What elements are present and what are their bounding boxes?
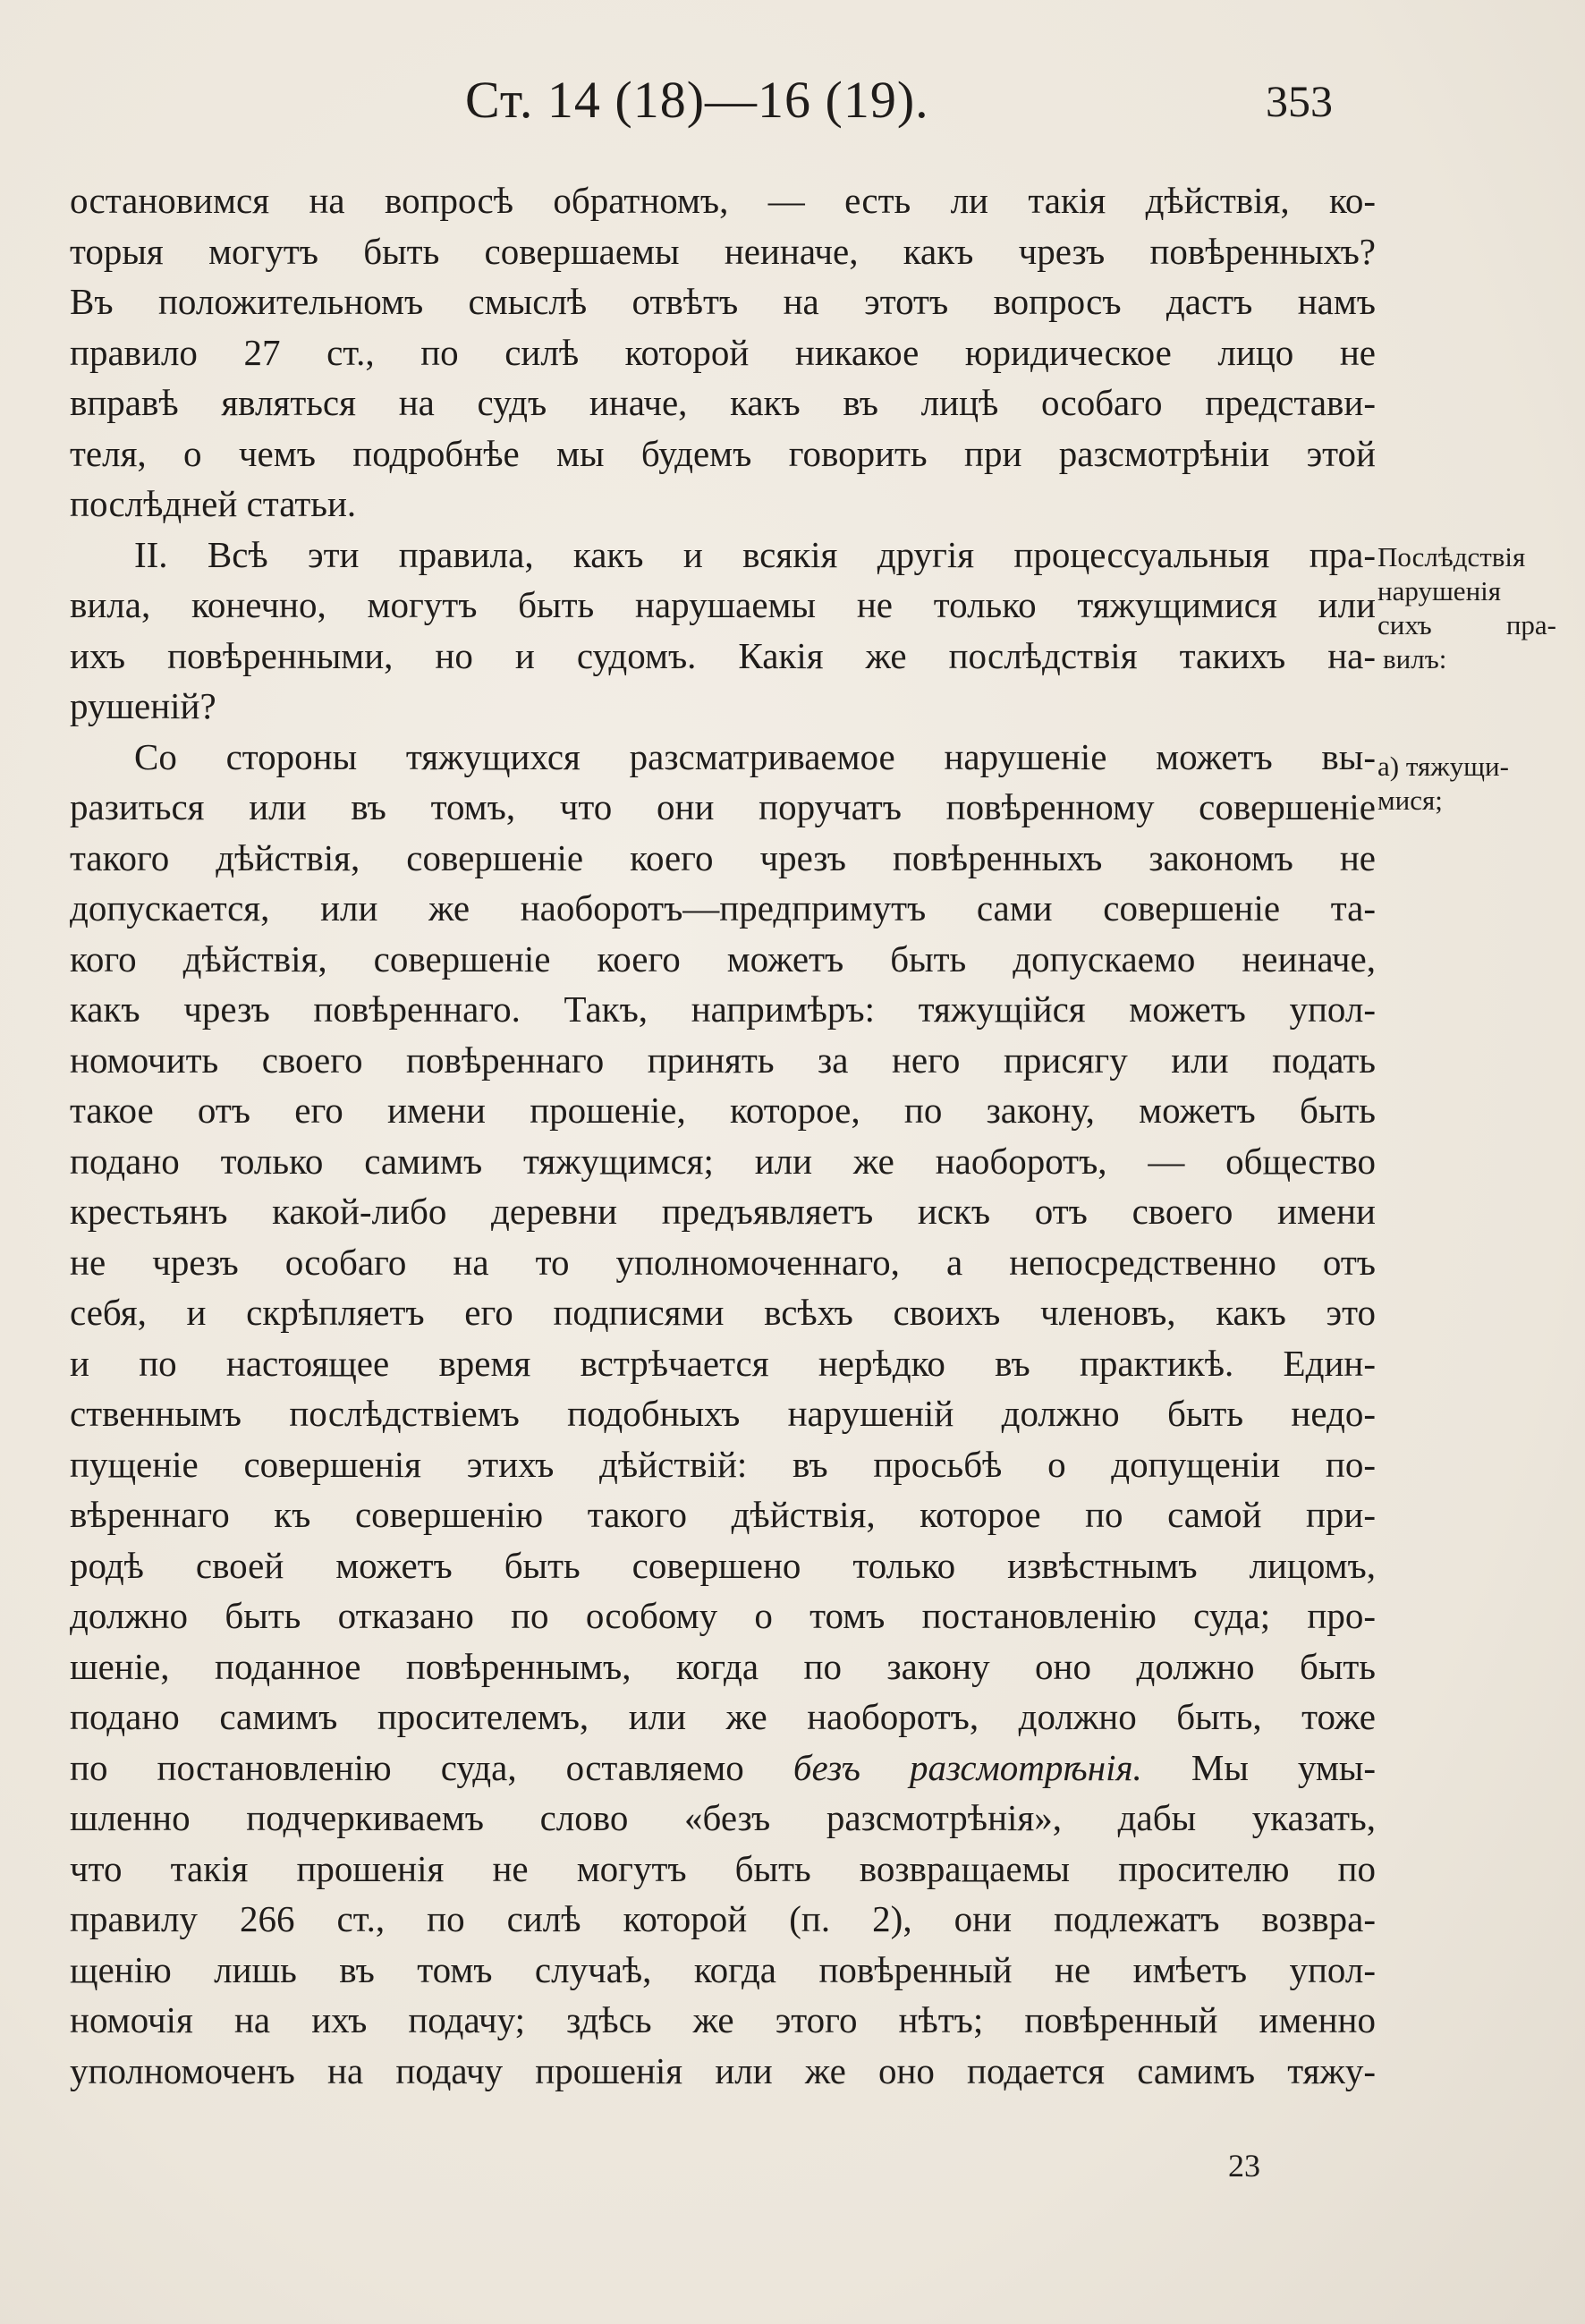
text-line: какъ чрезъ повѣреннаго. Такъ, напримѣръ: тяжущійся можетъ упол- <box>70 988 1376 1030</box>
text-line: пущеніе совершенія этихъ дѣйствій: въ просьбѣ о допущеніи по- <box>70 1443 1376 1485</box>
text-line: уполномоченъ на подачу прошенія или же оно подается самимъ тяжу- <box>70 2049 1376 2091</box>
text-line: правило 27 ст., по силѣ которой никакое юридическое лицо не <box>70 331 1376 373</box>
text-segment: по постановленію суда, оставляемо <box>70 1746 744 1788</box>
text-line: щенію лишь въ томъ случаѣ, когда повѣренный не имѣетъ упол- <box>70 1948 1376 1990</box>
main-text <box>70 175 1376 2096</box>
text-line: рушеній? <box>70 685 216 726</box>
margin-note-line: нарушенія <box>1377 575 1502 606</box>
italic-phrase: безъ разсмотрѣнія. <box>792 1746 1142 1788</box>
margin-note-line: мися; <box>1377 785 1443 816</box>
page-number: 353 <box>1266 76 1333 126</box>
text-line: теля, о чемъ подробнѣе мы будемъ говорить при разсмотрѣніи этой <box>70 432 1376 474</box>
text-segment: Мы умы- <box>1191 1746 1376 1788</box>
text-line: подано только самимъ тяжущимся; или же наоборотъ, — общество <box>70 1140 1376 1182</box>
text-line: вправѣ являться на судъ иначе, какъ въ лицѣ особаго представи- <box>70 382 1376 423</box>
section-heading-line: II. Всѣ эти правила, какъ и всякія другія процессуальныя пра- <box>134 533 1376 575</box>
text-line: Въ положительномъ смыслѣ отвѣтъ на этотъ вопросъ дастъ намъ <box>70 281 1376 322</box>
paragraph-start-line: Со стороны тяжущихся разсматриваемое нарушеніе можетъ вы- <box>134 735 1376 777</box>
text-line: такое отъ его имени прошеніе, которое, по закону, можетъ быть <box>70 1090 1376 1131</box>
text-line: должно быть отказано по особому о томъ постановленію суда; про- <box>70 1595 1376 1636</box>
text-line: разиться или въ томъ, что они поручатъ повѣренному совершеніе <box>70 786 1376 827</box>
text-line: ственнымъ послѣдствіемъ подобныхъ нарушеній должно быть недо- <box>70 1393 1376 1434</box>
text-line: подано самимъ просителемъ, или же наоборотъ, должно быть, тоже <box>70 1696 1376 1737</box>
margin-note-litigants <box>1377 750 1556 818</box>
text-line: остановимся на вопросѣ обратномъ, — есть ли такія дѣйствія, ко- <box>70 180 1376 221</box>
text-line: правилу 266 ст., по силѣ которой (п. 2), они подлежатъ возвра- <box>70 1898 1376 1939</box>
page-header <box>0 70 1585 141</box>
text-line: вѣреннаго къ совершенію такого дѣйствія, которое по самой при- <box>70 1494 1376 1535</box>
text-line: такого дѣйствія, совершеніе коего чрезъ повѣренныхъ закономъ не <box>70 836 1376 878</box>
text-line: не чрезъ особаго на то уполномоченнаго, а непосредственно отъ <box>70 1241 1376 1283</box>
text-line: шленно подчеркиваемъ слово «безъ разсмотрѣнія», дабы указать, <box>70 1797 1376 1838</box>
margin-note-line: сихъ пра- <box>1377 609 1556 640</box>
text-line: торыя могутъ быть совершаемы неиначе, какъ чрезъ повѣренныхъ? <box>70 230 1376 272</box>
running-title: Ст. 14 (18)—16 (19). <box>465 71 929 129</box>
text-line: крестьянъ какой-либо деревни предъявляетъ искъ отъ своего имени <box>70 1191 1376 1232</box>
margin-note-line: а) тяжущи- <box>1377 751 1509 782</box>
text-line: и по настоящее время встрѣчается нерѣдко въ практикѣ. Един- <box>70 1342 1376 1384</box>
margin-note-consequences <box>1377 540 1556 676</box>
text-line: себя, и скрѣпляетъ его подписями всѣхъ своихъ членовъ, какъ это <box>70 1292 1376 1333</box>
text-line: родѣ своей можетъ быть совершено только извѣстнымъ лицомъ, <box>70 1544 1376 1586</box>
margin-note-line: вилъ: <box>1383 643 1447 674</box>
text-line: ихъ повѣренными, но и судомъ. Какія же послѣдствія такихъ на- <box>70 634 1376 676</box>
text-line: допускается, или же наоборотъ—предпримутъ сами совершеніе та- <box>70 887 1376 929</box>
text-line: кого дѣйствія, совершеніе коего можетъ быть допускаемо неиначе, <box>70 937 1376 980</box>
signature-mark: 23 <box>1228 2148 1260 2184</box>
text-line-with-italic <box>70 1743 1376 1794</box>
margin-note-line: Послѣдствія <box>1377 541 1526 573</box>
text-line: что такія прошенія не могутъ быть возвращаемы просителю по <box>70 1847 1376 1889</box>
text-line: шеніе, поданное повѣреннымъ, когда по закону оно должно быть <box>70 1645 1376 1687</box>
text-line: номочить своего повѣреннаго принять за него присягу или подать <box>70 1039 1376 1081</box>
text-line: номочія на ихъ подачу; здѣсь же этого нѣтъ; повѣренный именно <box>70 1999 1376 2040</box>
text-line: вила, конечно, могутъ быть нарушаемы не только тяжущимися или <box>70 584 1376 625</box>
text-line: послѣдней статьи. <box>70 483 357 524</box>
